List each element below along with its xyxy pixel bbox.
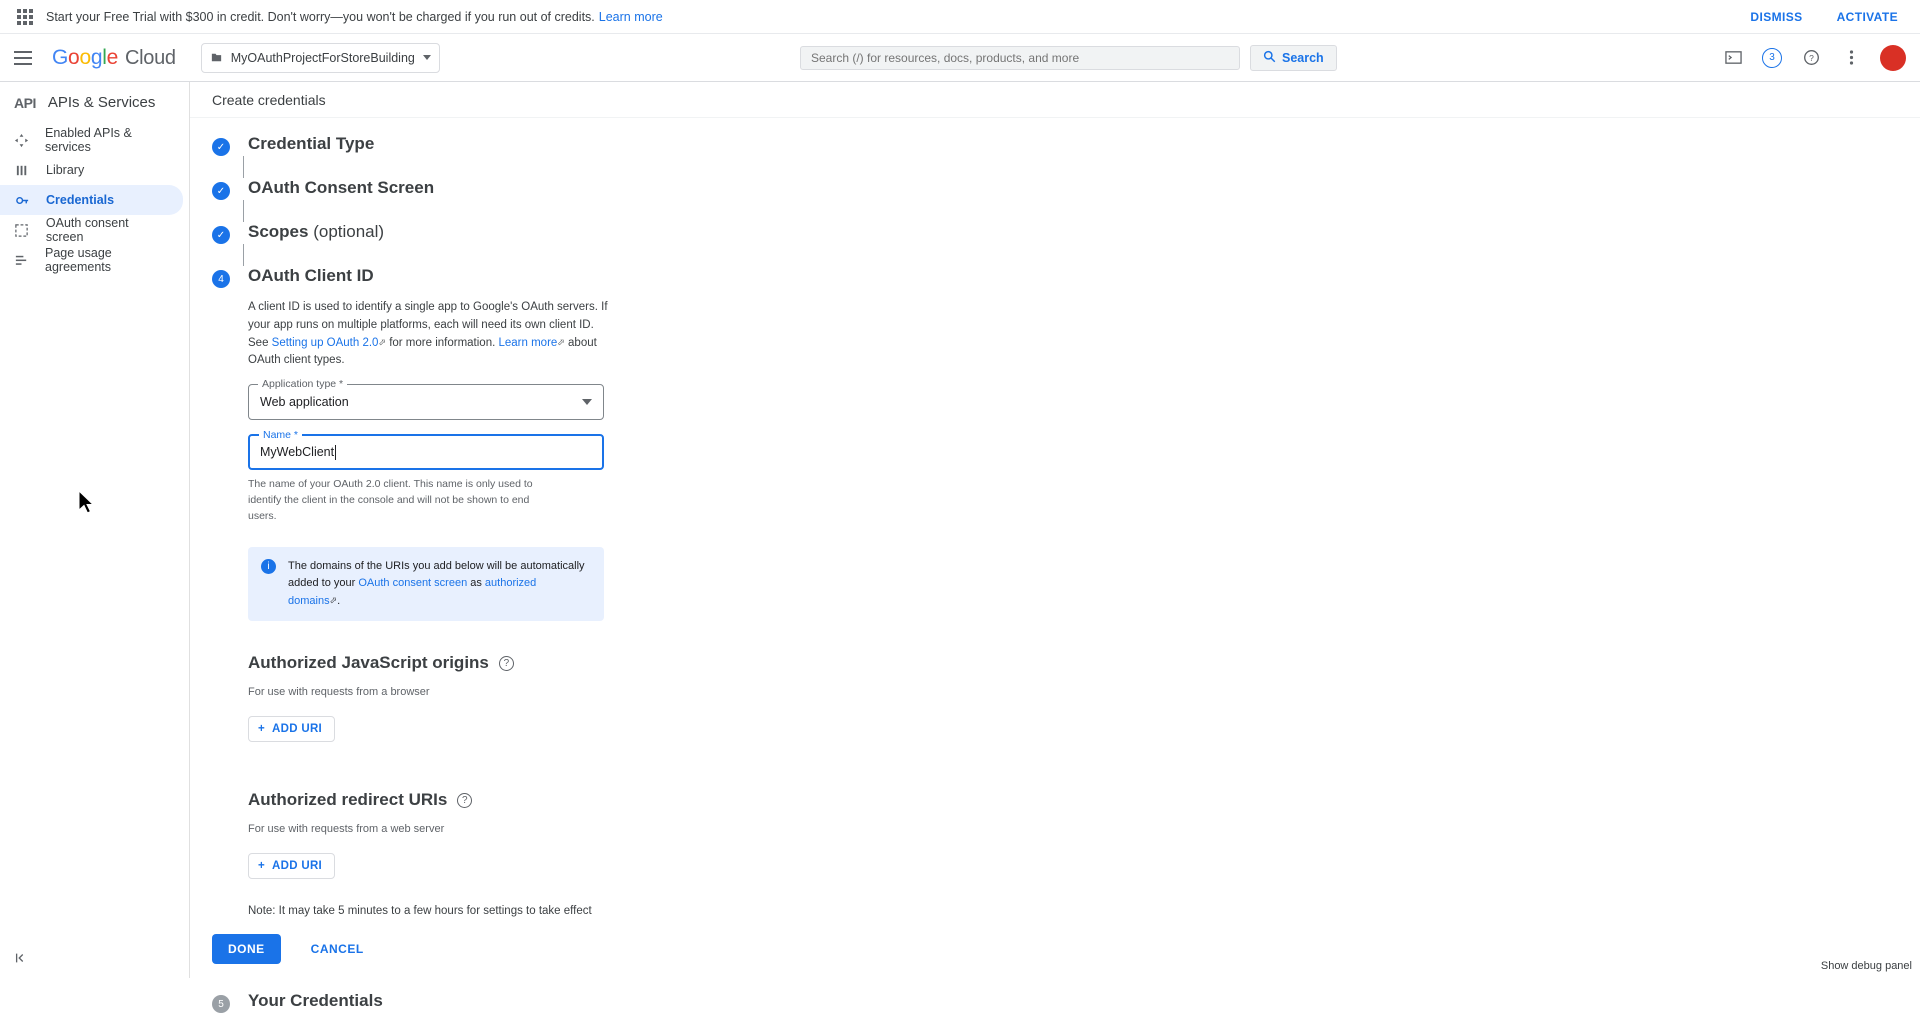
consent-icon bbox=[14, 222, 30, 238]
library-icon bbox=[14, 162, 30, 178]
search-icon bbox=[1263, 50, 1276, 66]
step-scopes[interactable] bbox=[212, 222, 1898, 244]
notifications-icon[interactable]: 3 bbox=[1762, 48, 1782, 68]
info-part-1: The domains of the URIs you add below will be automatically added to your bbox=[288, 559, 585, 590]
application-type-field bbox=[248, 378, 604, 420]
logo-letter-o2: o bbox=[79, 45, 91, 69]
client-id-form bbox=[248, 299, 1898, 963]
oauth-consent-screen-link[interactable]: OAuth consent screen bbox=[358, 577, 468, 590]
step-oauth-consent-screen[interactable] bbox=[212, 178, 1898, 200]
agreements-icon bbox=[14, 252, 29, 268]
step-connector bbox=[243, 156, 244, 178]
client-name-input[interactable] bbox=[248, 429, 604, 470]
js-origins-section bbox=[248, 653, 1898, 742]
activate-button[interactable]: ACTIVATE bbox=[1829, 4, 1906, 30]
step-marker-current: 4 bbox=[212, 270, 230, 288]
step-marker-done-icon: ✓ bbox=[212, 182, 230, 200]
apps-grid-icon[interactable] bbox=[14, 6, 36, 28]
sidebar-item-label: OAuth consent screen bbox=[45, 216, 129, 244]
client-name-helper-text: The name of your OAuth 2.0 client. This name is only used to identify the client in the console and will not be shown to end users. bbox=[248, 478, 533, 522]
logo-letter-g: G bbox=[52, 45, 69, 69]
step-title: OAuth Consent Screen bbox=[248, 178, 435, 197]
desc-part-1: A client ID is used to identify a single app to Google's OAuth servers. If your app runs on multiple platforms, each will need its own client ID. See bbox=[248, 301, 608, 349]
logo-letter-o1: o bbox=[68, 45, 80, 69]
plus-icon: + bbox=[258, 860, 266, 873]
project-name-label: MyOAuthProjectForStoreBuilding bbox=[230, 50, 415, 65]
add-uri-label: ADD URI bbox=[272, 860, 323, 873]
top-header bbox=[0, 34, 1920, 82]
desc-part-3: about OAuth client types. bbox=[248, 336, 597, 367]
page-body bbox=[0, 82, 1920, 1011]
client-name-label: Name * bbox=[259, 429, 302, 441]
external-link-icon: ⬀ bbox=[557, 336, 565, 347]
step-credential-type[interactable] bbox=[212, 134, 1898, 156]
project-icon bbox=[210, 51, 223, 64]
search-button[interactable] bbox=[1250, 45, 1337, 71]
api-logo-icon: API bbox=[14, 94, 36, 111]
logo-letter-l: l bbox=[102, 45, 107, 69]
step-title bbox=[248, 222, 384, 242]
settings-effect-note: Note: It may take 5 minutes to a few hours for settings to take effect bbox=[248, 905, 592, 918]
sidebar-item-label: Page usage agreements bbox=[45, 246, 112, 274]
search-input[interactable] bbox=[800, 46, 1240, 70]
show-debug-panel-link[interactable]: Show debug panel bbox=[1820, 960, 1912, 972]
domains-info-text bbox=[288, 558, 591, 611]
step-title: OAuth Client ID bbox=[248, 266, 374, 285]
domains-info-box bbox=[248, 547, 604, 622]
client-name-field bbox=[248, 429, 604, 524]
main-content bbox=[190, 82, 1920, 1011]
key-icon bbox=[14, 192, 30, 208]
client-name-value: MyWebClient bbox=[260, 445, 335, 460]
add-js-origin-uri-button[interactable] bbox=[248, 716, 335, 742]
sidebar-item-credentials[interactable] bbox=[0, 185, 183, 215]
text-cursor bbox=[335, 445, 336, 460]
client-id-description bbox=[248, 299, 608, 370]
more-options-icon[interactable] bbox=[1840, 47, 1862, 69]
sidebar bbox=[0, 82, 190, 978]
chevron-down-icon bbox=[423, 55, 431, 60]
external-link-icon: ⬀ bbox=[378, 336, 386, 347]
trial-banner-actions bbox=[1742, 4, 1906, 30]
step-your-credentials[interactable] bbox=[212, 991, 1898, 1013]
step-marker-done-icon: ✓ bbox=[212, 226, 230, 244]
credentials-wizard bbox=[190, 118, 1920, 1013]
application-type-select[interactable] bbox=[248, 378, 604, 420]
add-redirect-uri-button[interactable] bbox=[248, 853, 335, 879]
project-picker[interactable] bbox=[201, 43, 440, 73]
step-title: Credential Type bbox=[248, 134, 375, 153]
done-button[interactable]: DONE bbox=[212, 934, 281, 964]
chevron-down-icon bbox=[582, 399, 592, 405]
dismiss-button[interactable]: DISMISS bbox=[1742, 4, 1810, 30]
help-icon[interactable]: ? bbox=[457, 793, 472, 808]
redirect-uris-title: Authorized redirect URIs bbox=[248, 790, 448, 810]
trial-learn-more-link[interactable]: Learn more bbox=[598, 9, 663, 24]
step-connector bbox=[243, 200, 244, 222]
free-trial-banner bbox=[0, 0, 1920, 34]
desc-part-2: for more information. bbox=[386, 336, 499, 349]
dashboard-icon bbox=[14, 132, 29, 148]
authorized-domains-link[interactable]: authorized domains bbox=[288, 577, 537, 607]
js-origins-title: Authorized JavaScript origins bbox=[248, 653, 489, 673]
plus-icon: + bbox=[258, 723, 266, 736]
help-icon[interactable]: ? bbox=[499, 656, 514, 671]
info-part-2: as bbox=[467, 577, 485, 590]
add-uri-label: ADD URI bbox=[272, 723, 323, 736]
redirect-uris-section bbox=[248, 790, 1898, 879]
step-title-optional: (optional) bbox=[308, 222, 385, 241]
learn-more-link[interactable]: Learn more bbox=[498, 336, 558, 349]
menu-icon[interactable] bbox=[14, 47, 36, 69]
collapse-panel-icon[interactable] bbox=[14, 951, 28, 968]
external-link-icon: ⬀ bbox=[329, 594, 338, 605]
logo-cloud-text: Cloud bbox=[124, 46, 176, 69]
step-title-text: Scopes bbox=[248, 222, 309, 241]
step-marker-pending: 5 bbox=[212, 995, 230, 1013]
setting-up-oauth-link[interactable]: Setting up OAuth 2.0 bbox=[271, 336, 379, 349]
account-avatar[interactable] bbox=[1880, 45, 1906, 71]
info-part-3: . bbox=[337, 594, 341, 607]
footer-cancel-button[interactable]: CANCEL bbox=[303, 936, 372, 962]
page-title: Create credentials bbox=[190, 82, 1920, 118]
logo-letter-g2: g bbox=[90, 45, 103, 69]
redirect-uris-note: For use with requests from a web server bbox=[248, 823, 445, 836]
sidebar-item-label: Library bbox=[46, 163, 85, 177]
sidebar-item-library[interactable] bbox=[0, 155, 183, 185]
sidebar-item-oauth-consent[interactable] bbox=[0, 215, 183, 245]
google-cloud-logo[interactable] bbox=[52, 46, 176, 70]
sidebar-item-label: Enabled APIs & services bbox=[45, 126, 132, 154]
application-type-label: Application type * bbox=[258, 378, 347, 390]
trial-banner-text: Start your Free Trial with $300 in credit. Don't worry—you won't be charged if you run out of credits. bbox=[46, 9, 595, 24]
wizard-footer bbox=[190, 924, 1920, 978]
sidebar-item-enabled-apis[interactable] bbox=[0, 125, 183, 155]
help-icon[interactable] bbox=[1800, 47, 1822, 69]
svg-text:?: ? bbox=[1808, 52, 1814, 63]
cloud-shell-icon[interactable] bbox=[1722, 47, 1744, 69]
redirect-uris-heading bbox=[248, 790, 1898, 810]
info-icon: i bbox=[261, 559, 276, 574]
sidebar-title-label: APIs & Services bbox=[47, 94, 156, 111]
step-connector bbox=[243, 244, 244, 266]
header-right-icons bbox=[1722, 45, 1906, 71]
step-marker-done-icon: ✓ bbox=[212, 138, 230, 156]
search-area bbox=[800, 45, 1337, 71]
application-type-value: Web application bbox=[260, 395, 349, 410]
js-origins-heading bbox=[248, 653, 1898, 673]
logo-letter-e: e bbox=[106, 45, 118, 69]
sidebar-item-label: Credentials bbox=[46, 193, 115, 207]
sidebar-item-page-usage-agreements[interactable] bbox=[0, 245, 183, 275]
sidebar-header bbox=[0, 82, 189, 125]
step-oauth-client-id[interactable] bbox=[212, 266, 1898, 288]
js-origins-note: For use with requests from a browser bbox=[248, 686, 430, 699]
search-button-label: Search bbox=[1282, 50, 1324, 65]
step-title: Your Credentials bbox=[248, 991, 383, 1011]
